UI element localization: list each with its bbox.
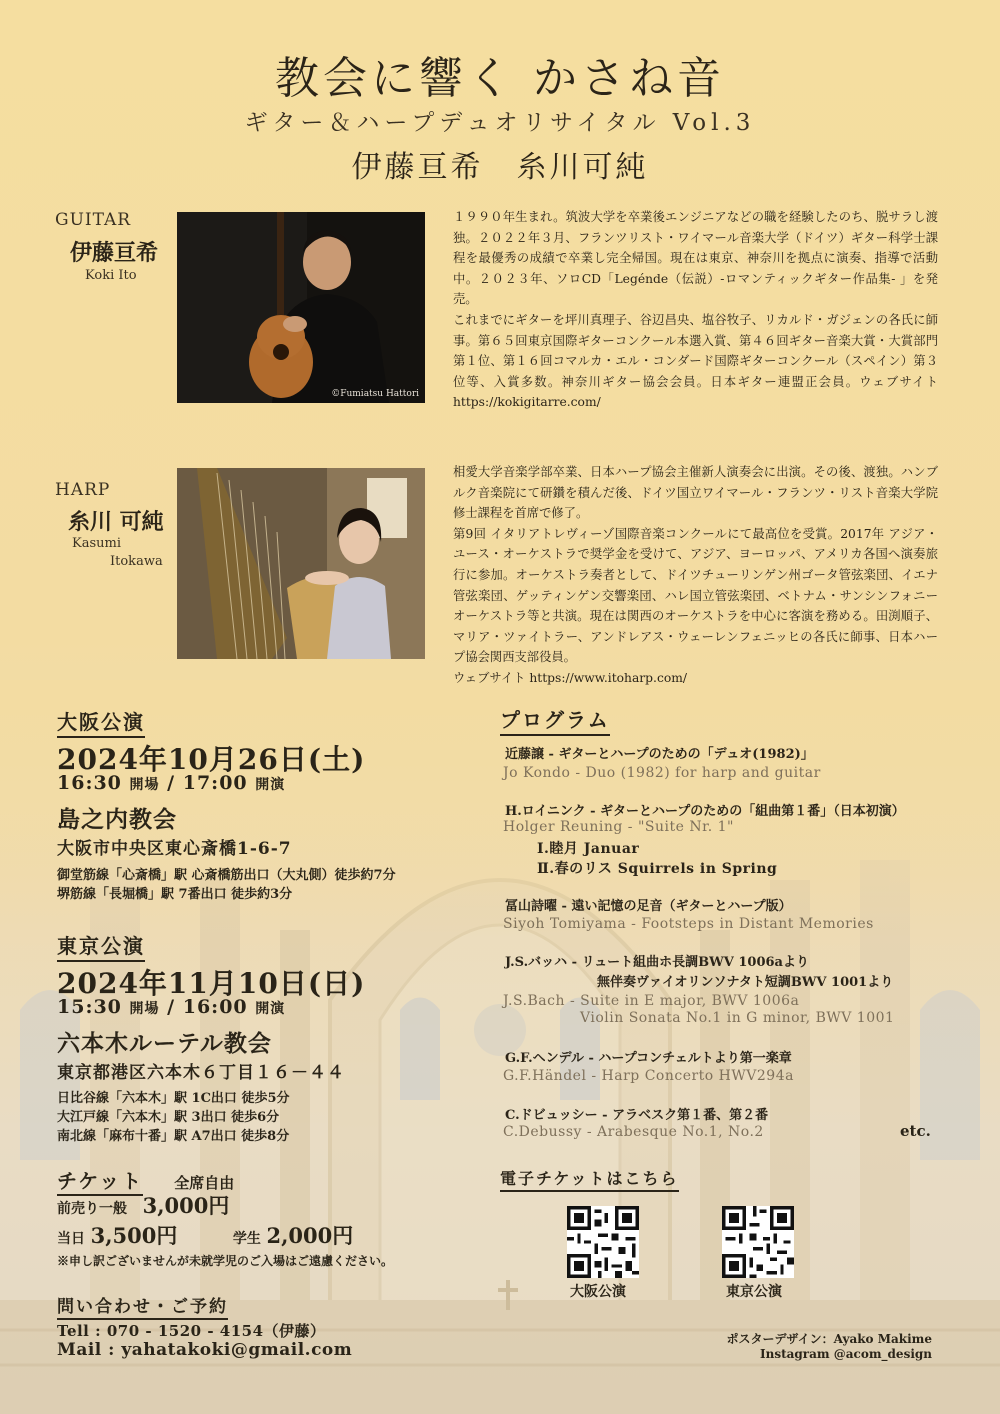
harpist-bio-paragraph: ウェブサイト https://www.itoharp.com/: [453, 670, 688, 685]
tokyo-open-label: 開場: [129, 1001, 160, 1017]
osaka-time: [57, 772, 285, 794]
guitarist-bio: [453, 207, 938, 413]
door-price: 3,500円: [90, 1223, 178, 1248]
harp-role-label: HARP: [55, 480, 111, 500]
tokyo-address: 東京都港区六本木６丁目１６－４４: [57, 1063, 345, 1083]
ticket-heading: チケット: [57, 1169, 143, 1196]
ticket-door: [57, 1220, 353, 1250]
osaka-qr-code[interactable]: [567, 1206, 639, 1282]
guitarist-name-en: Koki Ito: [85, 268, 137, 283]
program-item-4-jp-2: 無伴奏ヴァイオリンソナタト短調BWV 1001より: [597, 975, 894, 990]
ticket-advance: [57, 1190, 229, 1220]
program-etc: etc.: [900, 1122, 931, 1140]
concert-subtitle: ギター＆ハープデュオリサイタル Vol.3: [244, 110, 756, 136]
harpist-name-jp: 糸川 可純: [68, 509, 164, 535]
harpist-name-en-first: Kasumi: [72, 536, 121, 551]
contact-heading: 問い合わせ・ご予約: [57, 1292, 228, 1320]
contact-tel[interactable]: Tell : 070 - 1520 - 4154（伊藤）: [57, 1322, 326, 1340]
harpist-bio-paragraph: 第9回 イタリアトレヴィーゾ国際音楽コンクールにて最高位を受賞。2017年 アジア・ユース・オーケストラで奨学金を受けて、アジア、ヨーロッパ、アメリカ各国へ演奏旅行に参加。オーケストラ奏者として、ドイツチューリンゲン州ゴータ管弦楽団、イエナ管弦楽団、ゲッティンゲン交響楽団、ハレ国立管弦楽団、ベトナム・サンシンフォニーオーケストラ等と共演。現在は関西のオーケストラを中心に客演を務める。田渕順子、マリア・ツァイトラー、アンドレアス・ウェーレンフェニッヒの各氏に師事、日本ハープ協会関西支部役員。: [453, 526, 938, 665]
osaka-address: 大阪市中央区東心斎橋1-6-7: [57, 839, 292, 859]
guitarist-bio-paragraph: これまでにギターを坪川真理子、谷辺昌央、塩谷牧子、リカルド・ガジェンの各氏に師事。第６５回東京国際ギターコンクール本選入賞、第４６回ギター音楽大賞・大賞部門第１位、第１６回コマルカ・エル・コンダード国際ギターコンクール（スペイン）第３位等、入賞多数。神奈川ギター協会会員。日本ギター連盟正会員。ウェブサイト https://kokigitarre.com/: [453, 312, 938, 410]
osaka-heading: 大阪公演: [57, 706, 145, 738]
tokyo-start-time: 16:00: [182, 996, 248, 1018]
guitarist-photo: [177, 212, 425, 403]
program-item-3-en: Siyoh Tomiyama - Footsteps in Distant Memories: [503, 916, 874, 932]
program-item-1-jp: 近藤譲 - ギターとハープのための「デュオ(1982)」: [505, 747, 814, 762]
program-item-4-en-2: Violin Sonata No.1 in G minor, BWV 1001: [580, 1010, 895, 1026]
program-item-4-en: J.S.Bach - Suite in E major, BWV 1006a: [503, 993, 800, 1009]
guitar-role-label: GUITAR: [55, 210, 132, 230]
osaka-open-time: 16:30: [57, 772, 122, 794]
osaka-start-time: 17:00: [182, 772, 248, 794]
access-line: 堺筋線「長堀橋」駅 7番出口 徒歩約3分: [57, 887, 293, 902]
tokyo-venue: 六本木ルーテル教会: [57, 1030, 272, 1057]
program-item-6-jp: C.ドビュッシー - アラベスク第１番、第２番: [505, 1108, 769, 1123]
student-label: 学生: [232, 1231, 261, 1247]
contact-mail[interactable]: Mail : yahatakoki@gmail.com: [57, 1340, 353, 1360]
student-price: 2,000円: [266, 1223, 354, 1248]
advance-label: 前売り一般: [57, 1201, 127, 1217]
harpist-name-en-last: Itokawa: [110, 554, 163, 569]
performer-names: 伊藤亘希 糸川可純: [351, 150, 649, 185]
door-label: 当日: [57, 1231, 85, 1247]
program-item-2-movement-2: Ⅱ.春のリス Squirrels in Spring: [537, 861, 778, 877]
qr-code-icon: [567, 1206, 639, 1278]
program-item-6-en: C.Debussy - Arabesque No.1, No.2: [503, 1124, 764, 1140]
time-separator: /: [167, 772, 176, 794]
program-item-3-jp: 冨山詩曜 - 遠い記憶の足音（ギターとハープ版）: [505, 899, 792, 914]
program-item-5-en: G.F.Händel - Harp Concerto HWV294a: [503, 1068, 794, 1084]
tokyo-time: [57, 996, 285, 1018]
harpist-bio-paragraph: 相愛大学音楽学部卒業、日本ハープ協会主催新人演奏会に出演。その後、渡独。ハンブルク音楽院にて研鑽を積んだ後、ドイツ国立ワイマール・フランツ・リスト音楽大学院修士課程を首席で修了。: [453, 465, 938, 521]
osaka-venue: 島之内教会: [57, 806, 177, 833]
tokyo-start-label: 開演: [255, 1001, 286, 1017]
tokyo-date: 2024年11月10日(日): [57, 967, 366, 1000]
harpist-photo: [177, 468, 425, 659]
osaka-open-label: 開場: [129, 777, 160, 793]
program-item-1-en: Jo Kondo - Duo (1982) for harp and guitar: [503, 765, 821, 781]
program-item-5-jp: G.F.ヘンデル - ハープコンチェルトより第一楽章: [505, 1051, 792, 1066]
osaka-start-label: 開演: [255, 777, 286, 793]
program-item-2-en: Holger Reuning - "Suite Nr. 1": [503, 819, 734, 835]
access-line: 日比谷線「六本木」駅 1C出口 徒歩5分: [57, 1091, 290, 1106]
photo-credit: ©Fumiatsu Hattori: [331, 389, 419, 399]
guitarist-bio-paragraph: １９９０年生まれ。筑波大学を卒業後エンジニアなどの職を経験したのち、脱サラし渡独。２０２２年３月、フランツリスト・ワイマール音楽大学（ドイツ）ギター科学士課程を最優秀の成績で卒業し完全帰国。現在は東京、神奈川を拠点に演奏、指導で活動中。２０２３年、ソロCD「Legénde（伝説）-ロマンティックギター作品集- 」を発売。: [453, 210, 938, 307]
eticket-heading: 電子チケットはこちら: [500, 1166, 679, 1192]
program-heading: プログラム: [500, 704, 610, 736]
instagram-credit[interactable]: Instagram @acom_design: [759, 1347, 932, 1361]
tokyo-access: [57, 1089, 290, 1146]
access-line: 大江戸線「六本木」駅 3出口 徒歩6分: [57, 1110, 280, 1125]
osaka-qr-label: 大阪公演: [570, 1284, 626, 1300]
program-item-2-movement-1: Ⅰ.睦月 Januar: [537, 841, 640, 857]
ticket-note: ※申し訳ございませんが未就学児のご入場はご遠慮ください。: [57, 1254, 394, 1268]
program-item-2-jp: H.ロイニンク - ギターとハープのための「組曲第１番」（日本初演）: [505, 804, 905, 819]
time-separator: /: [167, 996, 176, 1018]
osaka-date: 2024年10月26日(土): [57, 743, 366, 776]
harpist-bio: [453, 462, 938, 689]
access-line: 南北線「麻布十番」駅 A7出口 徒歩8分: [57, 1129, 290, 1144]
tokyo-qr-code[interactable]: [722, 1206, 794, 1282]
design-credit: ポスターデザイン：Ayako Makime: [726, 1332, 932, 1346]
tokyo-qr-label: 東京公演: [726, 1284, 782, 1300]
ticket-seating: 全席自由: [174, 1174, 235, 1192]
tokyo-open-time: 15:30: [57, 996, 122, 1018]
program-item-4-jp: J.S.バッハ - リュート組曲ホ長調BWV 1006aより: [505, 955, 809, 970]
tokyo-heading: 東京公演: [57, 930, 145, 962]
guitarist-name-jp: 伊藤亘希: [70, 240, 159, 266]
concert-title: 教会に響く かさね音: [275, 53, 725, 104]
access-line: 御堂筋線「心斎橋」駅 心斎橋筋出口（大丸側）徒歩約7分: [57, 868, 396, 883]
qr-code-icon: [722, 1206, 794, 1278]
advance-price: 3,000円: [142, 1193, 230, 1218]
osaka-access: [57, 866, 396, 904]
